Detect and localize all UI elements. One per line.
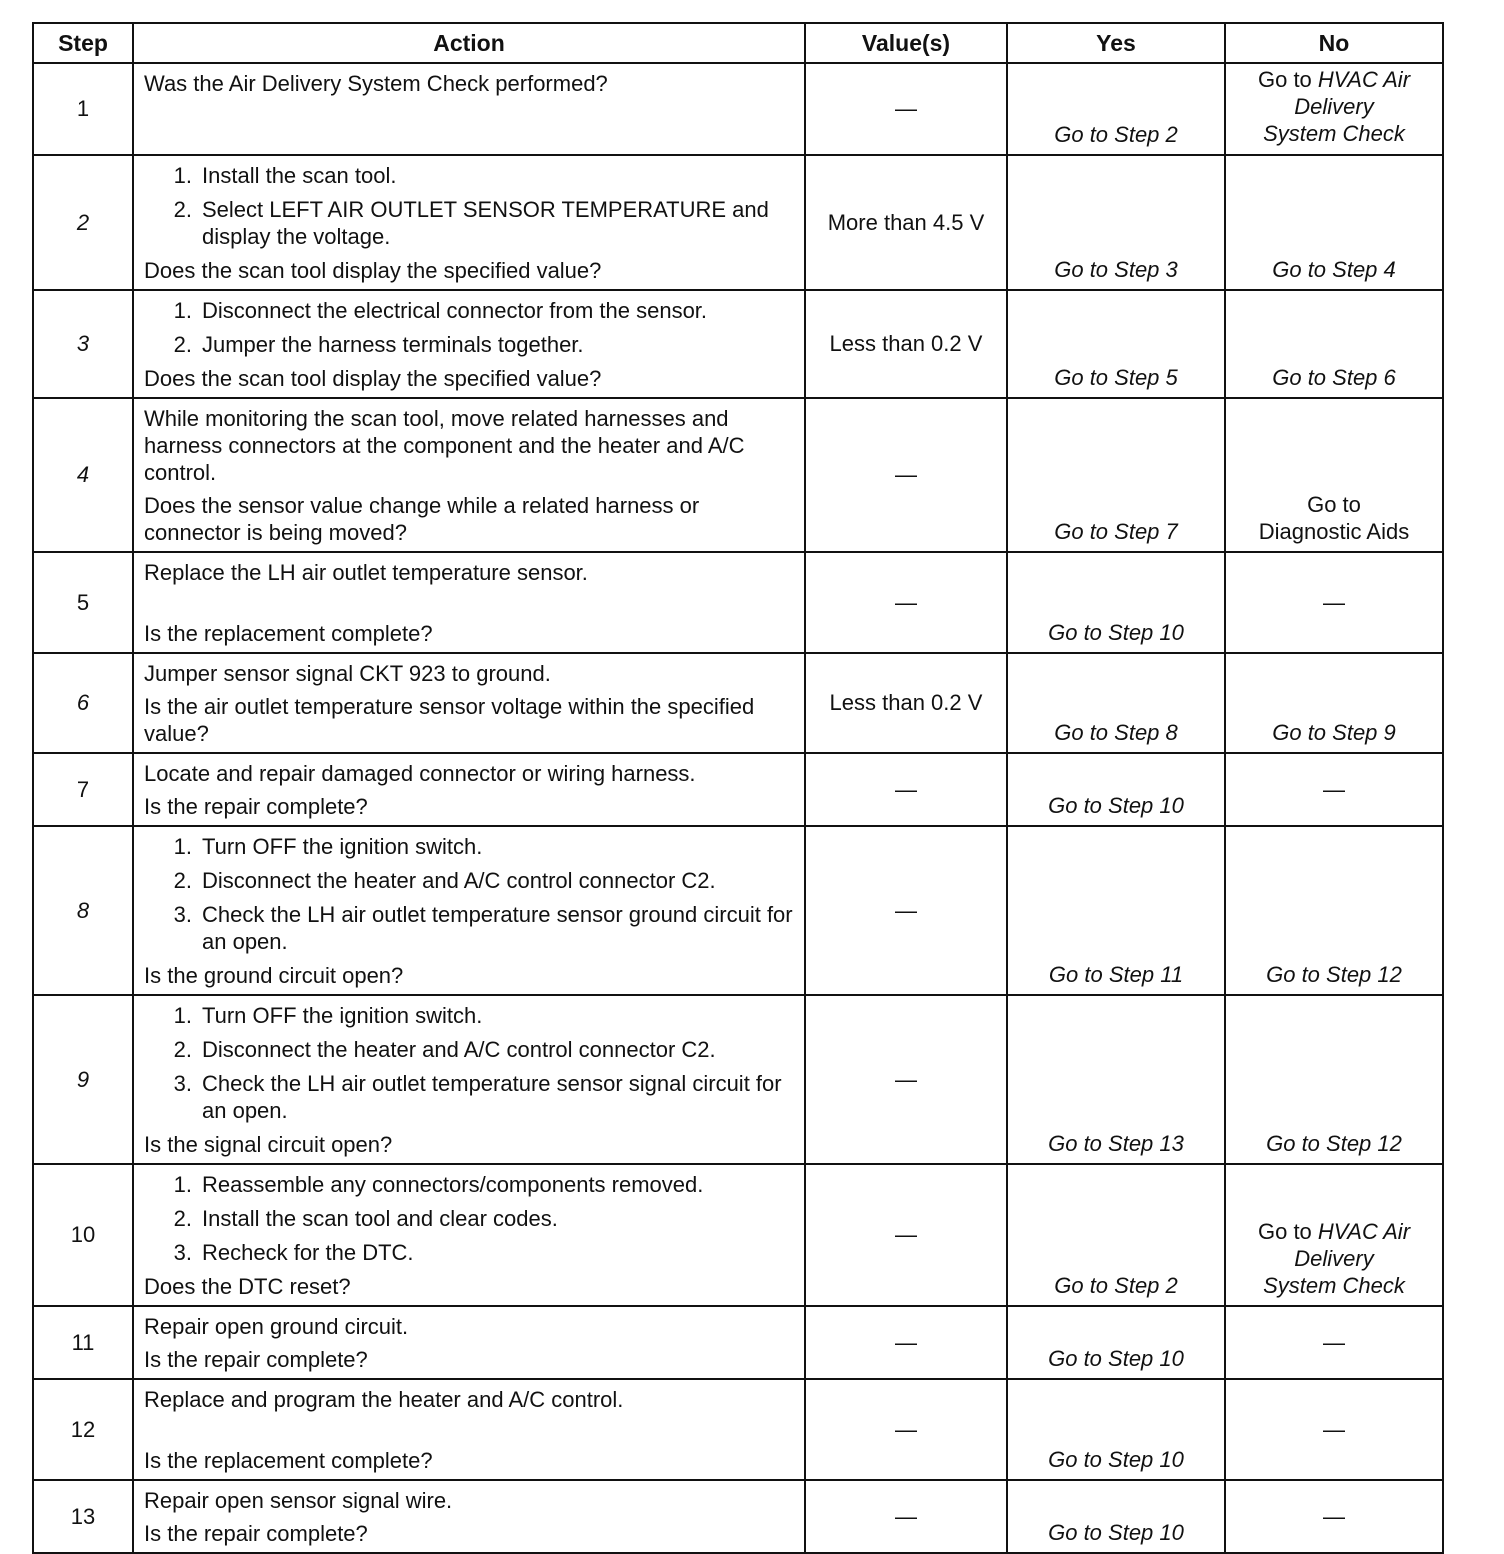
header-value: Value(s) bbox=[805, 23, 1007, 63]
list-item: 2. Jumper the harness terminals together. bbox=[173, 332, 584, 357]
table-row bbox=[33, 155, 1443, 290]
action-question: Is the replacement complete? bbox=[144, 1448, 433, 1473]
action-question: Does the sensor value change while a related harness or connector is being moved? bbox=[144, 493, 700, 545]
step-number: 7 bbox=[33, 753, 133, 826]
no-cell bbox=[1225, 1164, 1443, 1306]
action-cell bbox=[133, 63, 805, 155]
action-list bbox=[144, 297, 794, 358]
value-cell: Less than 0.2 V bbox=[805, 653, 1007, 753]
no-cell bbox=[1225, 63, 1443, 155]
table-row bbox=[33, 1306, 1443, 1379]
no-link-part: Delivery bbox=[1294, 1246, 1374, 1271]
yes-cell: Go to Step 10 bbox=[1007, 753, 1225, 826]
table-row bbox=[33, 290, 1443, 398]
header-step: Step bbox=[33, 23, 133, 63]
value-cell: — bbox=[805, 995, 1007, 1164]
action-question: Is the repair complete? bbox=[144, 1521, 368, 1546]
header-yes: Yes bbox=[1007, 23, 1225, 63]
step-number: 11 bbox=[33, 1306, 133, 1379]
step-number: 13 bbox=[33, 1480, 133, 1553]
value-cell: — bbox=[805, 398, 1007, 552]
action-cell bbox=[133, 1164, 805, 1306]
value-cell: Less than 0.2 V bbox=[805, 290, 1007, 398]
step-number: 9 bbox=[33, 995, 133, 1164]
action-question: Is the ground circuit open? bbox=[144, 963, 404, 988]
action-text: While monitoring the scan tool, move related harnesses and harness connectors at the component and the heater and A/C control. bbox=[144, 406, 745, 485]
list-item: 3. Recheck for the DTC. bbox=[173, 1240, 414, 1265]
step-number: 6 bbox=[33, 653, 133, 753]
yes-cell: Go to Step 13 bbox=[1007, 995, 1225, 1164]
table-row bbox=[33, 552, 1443, 653]
value-cell: — bbox=[805, 552, 1007, 653]
no-cell: — bbox=[1225, 1480, 1443, 1553]
step-number: 8 bbox=[33, 826, 133, 995]
yes-cell: Go to Step 3 bbox=[1007, 155, 1225, 290]
no-prefix: Go to bbox=[1257, 1219, 1312, 1244]
table-row bbox=[33, 1480, 1443, 1553]
header-no: No bbox=[1225, 23, 1443, 63]
action-list bbox=[144, 162, 794, 250]
table-row bbox=[33, 826, 1443, 995]
no-prefix: Go to bbox=[1257, 67, 1312, 92]
list-item: 3. Check the LH air outlet temperature sensor ground circuit for an open. bbox=[173, 902, 793, 954]
no-cell: — bbox=[1225, 753, 1443, 826]
yes-cell: Go to Step 10 bbox=[1007, 1379, 1225, 1480]
value-cell: — bbox=[805, 1480, 1007, 1553]
yes-cell: Go to Step 10 bbox=[1007, 1306, 1225, 1379]
action-text: Repair open sensor signal wire. bbox=[144, 1488, 453, 1513]
action-text: Repair open ground circuit. bbox=[144, 1314, 409, 1339]
no-cell: Go to Step 6 bbox=[1225, 290, 1443, 398]
no-link-part: HVAC Air bbox=[1317, 67, 1411, 92]
yes-cell: Go to Step 2 bbox=[1007, 63, 1225, 155]
list-item: 1. Turn OFF the ignition switch. bbox=[173, 1003, 483, 1028]
value-cell: — bbox=[805, 826, 1007, 995]
diagnostic-table bbox=[32, 22, 1444, 1554]
step-number: 5 bbox=[33, 552, 133, 653]
no-cell: Go to Step 9 bbox=[1225, 653, 1443, 753]
no-line: Diagnostic Aids bbox=[1258, 519, 1410, 544]
step-number: 1 bbox=[33, 63, 133, 155]
step-number: 12 bbox=[33, 1379, 133, 1480]
no-cell: — bbox=[1225, 1306, 1443, 1379]
list-item: 1. Install the scan tool. bbox=[173, 163, 397, 188]
step-number: 3 bbox=[33, 290, 133, 398]
table-row bbox=[33, 1164, 1443, 1306]
action-question: Is the air outlet temperature sensor voltage within the specified value? bbox=[144, 694, 755, 746]
value-cell: — bbox=[805, 1306, 1007, 1379]
no-cell: Go to Step 12 bbox=[1225, 995, 1443, 1164]
action-text: Replace and program the heater and A/C control. bbox=[144, 1387, 624, 1412]
list-item: 2. Install the scan tool and clear codes. bbox=[173, 1206, 558, 1231]
action-list bbox=[144, 1002, 794, 1124]
table-row bbox=[33, 1379, 1443, 1480]
no-cell bbox=[1225, 398, 1443, 552]
no-line: Go to bbox=[1307, 492, 1361, 517]
value-cell: — bbox=[805, 1164, 1007, 1306]
value-cell: — bbox=[805, 1379, 1007, 1480]
action-question: Is the replacement complete? bbox=[144, 621, 433, 646]
action-list bbox=[144, 1171, 794, 1266]
table-row bbox=[33, 653, 1443, 753]
action-cell bbox=[133, 995, 805, 1164]
step-number: 4 bbox=[33, 398, 133, 552]
no-link-part: System Check bbox=[1263, 1273, 1405, 1298]
yes-cell: Go to Step 11 bbox=[1007, 826, 1225, 995]
table-row bbox=[33, 63, 1443, 155]
action-text: Replace the LH air outlet temperature sensor. bbox=[144, 560, 588, 585]
table-row bbox=[33, 398, 1443, 552]
list-item: 2. Disconnect the heater and A/C control connector C2. bbox=[173, 1037, 716, 1062]
no-cell: Go to Step 12 bbox=[1225, 826, 1443, 995]
list-item: 3. Check the LH air outlet temperature sensor signal circuit for an open. bbox=[173, 1071, 782, 1123]
action-cell bbox=[133, 155, 805, 290]
yes-cell: Go to Step 7 bbox=[1007, 398, 1225, 552]
action-cell bbox=[133, 1379, 805, 1480]
yes-cell: Go to Step 10 bbox=[1007, 1480, 1225, 1553]
header-row bbox=[33, 23, 1443, 63]
list-item: 2. Select LEFT AIR OUTLET SENSOR TEMPERATURE and display the voltage. bbox=[173, 197, 769, 249]
action-cell bbox=[133, 1480, 805, 1553]
action-question: Was the Air Delivery System Check performed? bbox=[144, 71, 608, 96]
table-row bbox=[33, 753, 1443, 826]
yes-cell: Go to Step 8 bbox=[1007, 653, 1225, 753]
value-cell: More than 4.5 V bbox=[805, 155, 1007, 290]
table-row bbox=[33, 995, 1443, 1164]
no-cell: — bbox=[1225, 552, 1443, 653]
action-question: Does the scan tool display the specified value? bbox=[144, 366, 602, 391]
action-question: Does the DTC reset? bbox=[144, 1274, 351, 1299]
list-item: 1. Reassemble any connectors/components removed. bbox=[173, 1172, 704, 1197]
action-cell bbox=[133, 653, 805, 753]
action-text: Locate and repair damaged connector or wiring harness. bbox=[144, 761, 696, 786]
value-cell: — bbox=[805, 63, 1007, 155]
step-number: 2 bbox=[33, 155, 133, 290]
action-cell bbox=[133, 826, 805, 995]
action-cell bbox=[133, 290, 805, 398]
list-item: 1. Turn OFF the ignition switch. bbox=[173, 834, 483, 859]
action-cell bbox=[133, 552, 805, 653]
action-cell bbox=[133, 1306, 805, 1379]
yes-cell: Go to Step 5 bbox=[1007, 290, 1225, 398]
action-question: Does the scan tool display the specified value? bbox=[144, 258, 602, 283]
header-action: Action bbox=[133, 23, 805, 63]
action-text: Jumper sensor signal CKT 923 to ground. bbox=[144, 661, 551, 686]
action-question: Is the signal circuit open? bbox=[144, 1132, 393, 1157]
action-cell bbox=[133, 398, 805, 552]
action-cell bbox=[133, 753, 805, 826]
action-question: Is the repair complete? bbox=[144, 794, 368, 819]
list-item: 2. Disconnect the heater and A/C control connector C2. bbox=[173, 868, 716, 893]
yes-cell: Go to Step 2 bbox=[1007, 1164, 1225, 1306]
action-question: Is the repair complete? bbox=[144, 1347, 368, 1372]
no-cell: Go to Step 4 bbox=[1225, 155, 1443, 290]
no-link-part: Delivery bbox=[1294, 94, 1374, 119]
no-link-part: System Check bbox=[1263, 121, 1405, 146]
no-link-part: HVAC Air bbox=[1317, 1219, 1411, 1244]
step-number: 10 bbox=[33, 1164, 133, 1306]
yes-cell: Go to Step 10 bbox=[1007, 552, 1225, 653]
action-list bbox=[144, 833, 794, 955]
no-cell: — bbox=[1225, 1379, 1443, 1480]
value-cell: — bbox=[805, 753, 1007, 826]
list-item: 1. Disconnect the electrical connector from the sensor. bbox=[173, 298, 708, 323]
